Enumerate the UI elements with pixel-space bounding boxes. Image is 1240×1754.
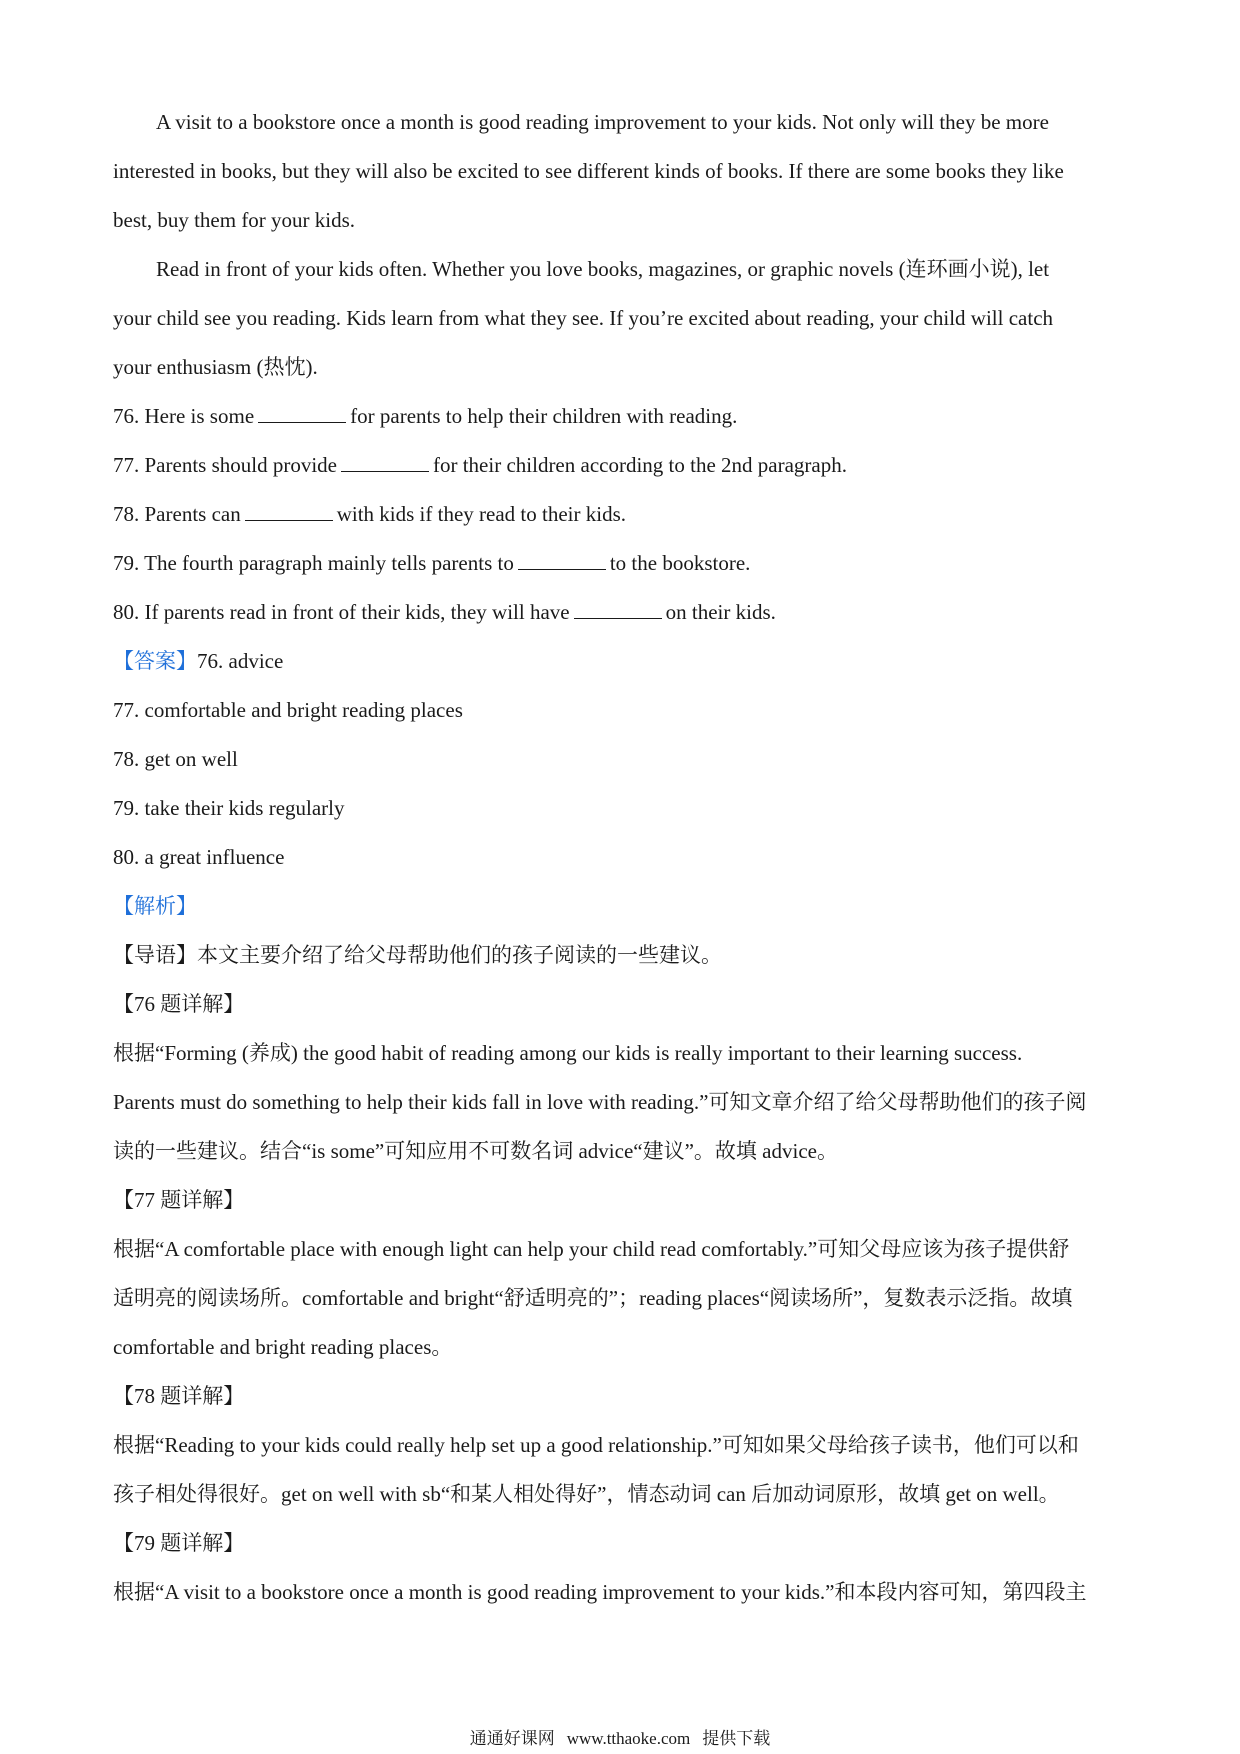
analysis-line: 【导语】本文主要介绍了给父母帮助他们的孩子阅读的一些建议。 [113, 943, 722, 967]
analysis-line: 读的一些建议。结合“is some”可知应用不可数名词 advice“建议”。故填 advice。 [113, 1139, 838, 1163]
answer-blank [341, 453, 429, 472]
footer-site-name: 通通好课网 [469, 1729, 555, 1748]
analysis-line: 适明亮的阅读场所。comfortable and bright“舒适明亮的”；reading places“阅读场所”，复数表示泛指。故填 [113, 1286, 1073, 1310]
answer-item: 79. take their kids regularly [113, 796, 345, 820]
answer-item: 77. comfortable and bright reading places [113, 698, 463, 722]
question-list [113, 392, 1133, 637]
question-item [113, 392, 1133, 441]
analysis-heading: 【77 题详解】 [113, 1188, 245, 1212]
text-line: A visit to a bookstore once a month is good reading improvement to your kids. Not only will they be more [156, 110, 1049, 134]
analysis-line: 根据“A comfortable place with enough light can help your child read comfortably.”可知父母应该为孩子提供舒 [113, 1237, 1070, 1261]
question-text: 78. Parents can [113, 502, 241, 526]
analysis-heading: 【78 题详解】 [113, 1384, 245, 1408]
text-line: Read in front of your kids often. Whether you love books, magazines, or graphic novels (连环画小说), let [156, 257, 1050, 281]
analysis-label: 【解析】 [113, 894, 197, 918]
analysis-line: 根据“Reading to your kids could really help set up a good relationship.”可知如果父母给孩子读书，他们可以和 [113, 1433, 1079, 1457]
question-item [113, 539, 1133, 588]
text-line: interested in books, but they will also be excited to see different kinds of books. If there are some books they like [113, 159, 1064, 183]
answer-blank [245, 502, 333, 521]
answer-blank [518, 551, 606, 570]
footer-note: 提供下载 [702, 1729, 771, 1748]
text-line: your enthusiasm (热忱). [113, 355, 318, 379]
answer-blank [258, 404, 346, 423]
question-text: 77. Parents should provide [113, 453, 337, 477]
question-text: 76. Here is some [113, 404, 255, 428]
page-footer [0, 1728, 1240, 1750]
answer-section [113, 637, 1133, 882]
analysis-line: 根据“A visit to a bookstore once a month is good reading improvement to your kids.”和本段内容可知，第四段主 [113, 1580, 1087, 1604]
question-text: 79. The fourth paragraph mainly tells parents to [113, 551, 514, 575]
question-item [113, 588, 1133, 637]
analysis-line: comfortable and bright reading places。 [113, 1335, 453, 1359]
question-text: for parents to help their children with reading. [350, 404, 738, 428]
question-item [113, 490, 1133, 539]
question-text: for their children according to the 2nd paragraph. [432, 453, 847, 477]
question-text: on their kids. [665, 600, 776, 624]
analysis-line: 根据“Forming (养成) the good habit of reading among our kids is really important to their learning success. [113, 1041, 1023, 1065]
question-item [113, 441, 1133, 490]
answer-text: 76. advice [197, 649, 284, 673]
answer-label: 【答案】 [113, 649, 197, 673]
question-text: 80. If parents read in front of their kids, they will have [113, 600, 570, 624]
footer-url: www.tthaoke.com [566, 1729, 691, 1748]
question-text: to the bookstore. [609, 551, 751, 575]
document-page [113, 98, 1133, 1617]
answer-item [113, 637, 1133, 686]
analysis-line: 孩子相处得很好。get on well with sb“和某人相处得好”，情态动词 can 后加动词原形，故填 get on well。 [113, 1482, 1060, 1506]
analysis-line: Parents must do something to help their kids fall in love with reading.”可知文章介绍了给父母帮助他们的孩子阅 [113, 1090, 1087, 1114]
text-line: best, buy them for your kids. [113, 208, 356, 232]
paragraph [113, 98, 1133, 245]
analysis-heading: 【76 题详解】 [113, 992, 245, 1016]
analysis-section [113, 882, 1133, 1617]
paragraph [113, 245, 1133, 392]
analysis-heading: 【79 题详解】 [113, 1531, 245, 1555]
answer-item: 80. a great influence [113, 845, 285, 869]
answer-blank [574, 600, 662, 619]
question-text: with kids if they read to their kids. [336, 502, 627, 526]
text-line: your child see you reading. Kids learn from what they see. If you’re excited about reading, your child will catch [113, 306, 1054, 330]
answer-item: 78. get on well [113, 747, 238, 771]
